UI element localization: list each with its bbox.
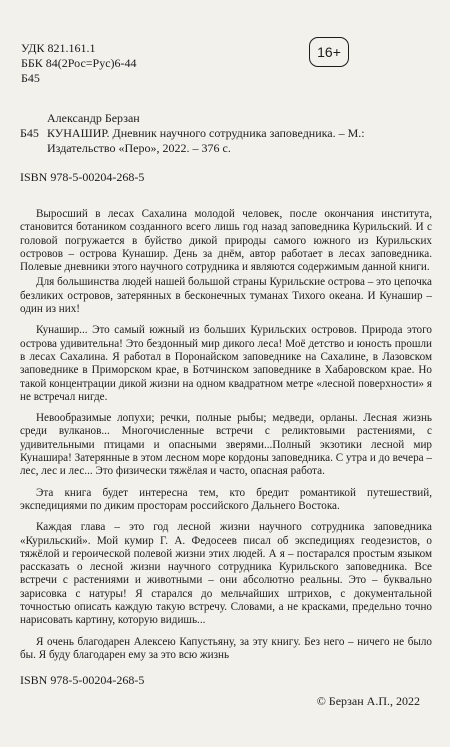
copyright-line: © Берзан А.П., 2022 [316, 694, 420, 708]
classification-block [21, 41, 137, 86]
annotation-paragraph: Кунашир... Это самый южный из больших Курильских островов. Природа этого острова удивительна! Это бездонный мир дикого леса! Моё детство и юность прошли в лесах Сахалина. Я работал в Поронайском заповеднике на Сахалине, в Лазовском заповеднике в Приморском крае, в Ботчинском заповеднике в Хабаровском крае. Но такой концентрации дикой жизни на одном квадратном метре «лесной поверхности» я не встречал нигде. [20, 324, 432, 403]
title-row-1 [20, 126, 440, 141]
isbn-top: ISBN 978-5-00204-268-5 [20, 170, 145, 184]
book-title-line-1: КУНАШИР. Дневник научного сотрудника заповедника. – М.: [47, 126, 365, 140]
annotation-paragraph: Каждая глава – это год лесной жизни научного сотрудника заповедника «Курильский». Мой кумир Г. А. Федосеев писал об экспедициях геодезистов, о тяжёлой и героической полевой жизни этих людей. А я – постарался простым языком рассказать о лесной жизни научного сотрудника Курильского заповедника. Все встречи с растениями и животными – они абсолютно реальны. Это – буквально зарисовка с натуры! Я старался до мельчайших штрихов, с документальной точностью описать каждую такую встречу. Словами, а не красками, предельно точно нарисовать картину, которую видишь... [20, 521, 432, 627]
bbk-code: ББК 84(2Рос=Рус)6-44 [21, 56, 137, 70]
annotation-text [20, 208, 432, 662]
annotation-paragraph: Эта книга будет интересна тем, кто бредит романтикой путешествий, экспедициями по диким просторам российского Дальнего Востока. [20, 486, 432, 512]
biblio-author-mark: Б45 [20, 126, 39, 140]
annotation-paragraph: Я очень благодарен Алексею Капустьяну, за эту книгу. Без него – ничего не было бы. Я буду благодарен ему за это всю жизнь [20, 635, 432, 661]
isbn-bottom: ISBN 978-5-00204-268-5 [20, 673, 145, 687]
annotation-paragraph: Выросший в лесах Сахалина молодой человек, после окончания института, становится ботаником созданного всего лишь год назад заповедника Курильский. И с головой погружается в буйство дикой природы самого южного из Курильских островов – острова Кунашир. День за днём, автор работает в лесах заповедника. Полевые дневники этого научного сотрудника и являются содержимым данной книги. [20, 208, 432, 274]
annotation-paragraph: Для большинства людей нашей большой страны Курильские острова – это цепочка безликих островов, затерянных в бесконечных туманах Тихого океана. И Кунашир – один из них! [20, 276, 432, 316]
author-name: Александр Берзан [47, 111, 140, 125]
bibliographic-record [20, 111, 440, 156]
author-mark: Б45 [21, 71, 40, 85]
annotation-paragraph: Невообразимые лопухи; речки, полные рыбы; медведи, орланы. Лесная жизнь среди вулканов... Многочисленные встречи с реликтовыми растениями, с удивительными птицами и опасными зверями...Полный экзотики лесной мир Кунашира! Затерянные в этом лесном море кордоны заповедника. С утра и до вечера – лес, лес и лес... Это физически тяжёлая и часто, опасная работа. [20, 412, 432, 478]
udk-code: УДК 821.161.1 [21, 41, 96, 55]
age-rating-badge: 16+ [309, 37, 349, 67]
book-title-line-2: Издательство «Перо», 2022. – 376 с. [47, 141, 231, 155]
